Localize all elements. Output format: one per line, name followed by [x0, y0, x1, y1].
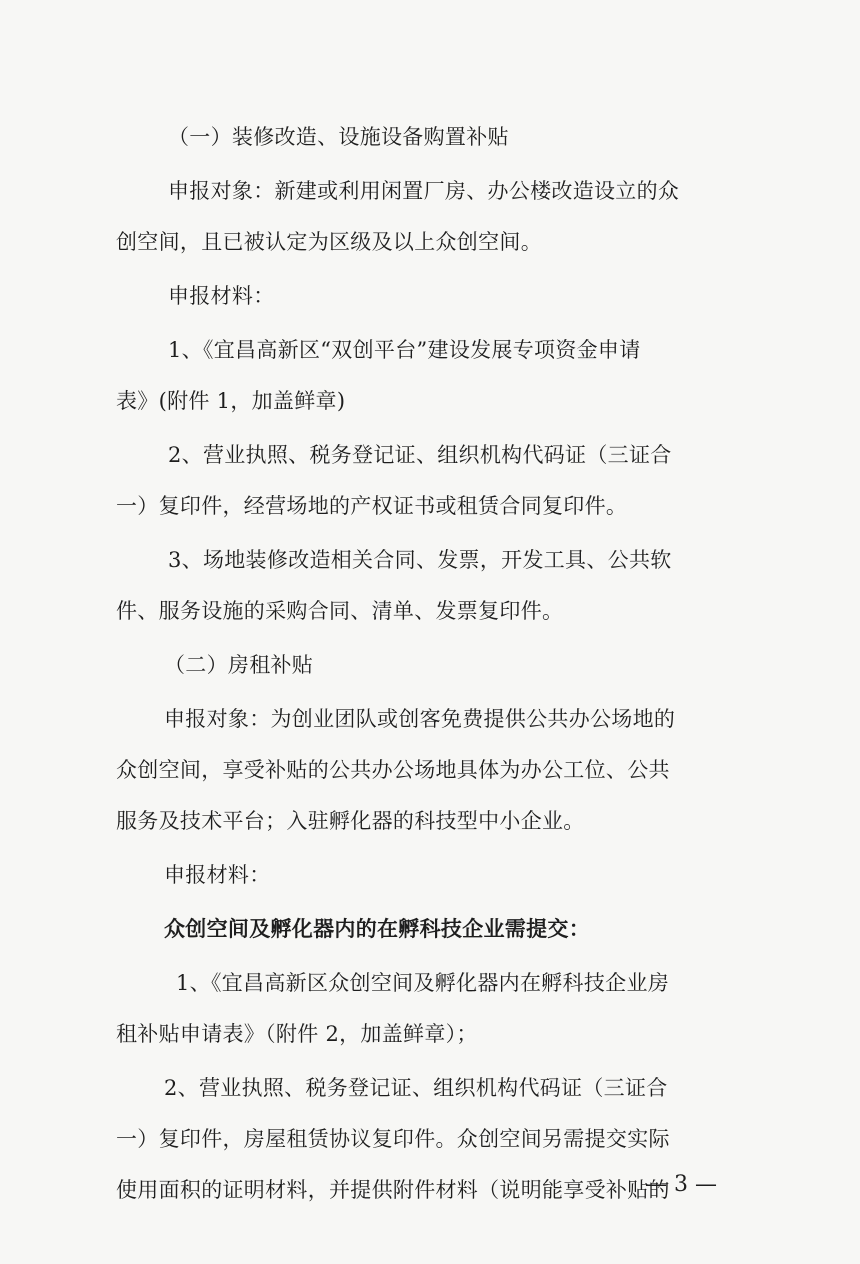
- page-number: — 3 —: [645, 1172, 717, 1197]
- paragraph-line: 一）复印件，经营场地的产权证书或租赁合同复印件。: [116, 494, 628, 518]
- paragraph-line: 1、《宜昌高新区“双创平台”建设发展专项资金申请: [168, 338, 641, 362]
- paragraph-line: 创空间，且已被认定为区级及以上众创空间。: [116, 230, 542, 254]
- paragraph-line: 申报材料：: [168, 284, 275, 308]
- subheading-required-materials: 众创空间及孵化器内的在孵科技企业需提交：: [164, 916, 590, 941]
- paragraph-line: 申报对象：为创业团队或创客免费提供公共办公场地的: [164, 707, 676, 731]
- paragraph-line: 租补贴申请表》（附件 2，加盖鲜章）；: [116, 1022, 478, 1046]
- paragraph-line: 一）复印件，房屋租赁协议复印件。众创空间另需提交实际: [116, 1127, 670, 1151]
- paragraph-line: 表》(附件 1，加盖鲜章): [116, 389, 346, 413]
- document-body: [116, 120, 728, 1207]
- paragraph-line: 2、营业执照、税务登记证、组织机构代码证（三证合: [164, 1076, 668, 1100]
- paragraph-line: 1、《宜昌高新区众创空间及孵化器内在孵科技企业房: [176, 971, 670, 995]
- paragraph-line: 3、场地装修改造相关合同、发票，开发工具、公共软: [168, 548, 672, 572]
- paragraph-line: 申报材料：: [164, 863, 271, 887]
- paragraph-line: 申报对象：新建或利用闲置厂房、办公楼改造设立的众: [168, 179, 680, 203]
- paragraph-line: 服务及技术平台；入驻孵化器的科技型中小企业。: [116, 809, 585, 833]
- paragraph-line: 件、服务设施的采购合同、清单、发票复印件。: [116, 599, 564, 623]
- paragraph-line: 使用面积的证明材料，并提供附件材料（说明能享受补贴的: [116, 1178, 670, 1202]
- section-heading-rent-subsidy: （二）房租补贴: [164, 653, 314, 677]
- section-heading-renovation-subsidy: （一）装修改造、设施设备购置补贴: [168, 125, 509, 149]
- paragraph-line: 众创空间，享受补贴的公共办公场地具体为办公工位、公共: [116, 758, 670, 782]
- paragraph-line: 2、营业执照、税务登记证、组织机构代码证（三证合: [168, 443, 672, 467]
